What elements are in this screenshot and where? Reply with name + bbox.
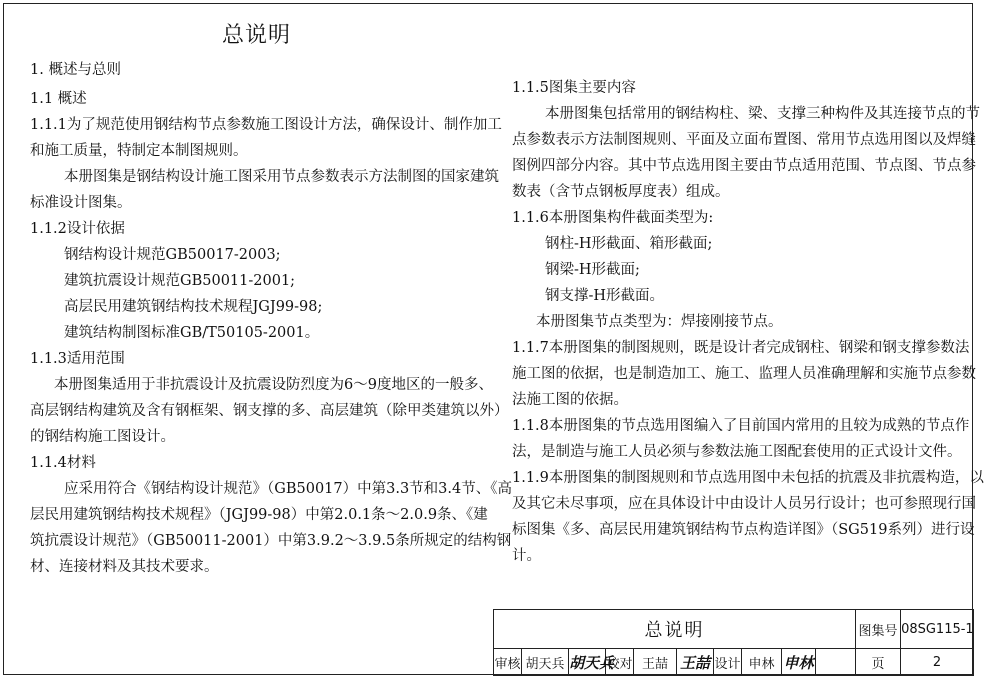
paragraph-line: 1.1.1为了规范使用钢结构节点参数施工图设计方法，确保设计、制作加工 <box>30 117 502 133</box>
right-column <box>512 75 984 569</box>
paragraph-line: 材、连接材料及其技术要求。 <box>30 559 219 575</box>
reviewer-signature: 胡天兵 <box>569 649 606 676</box>
paragraph-line: 法，是制造与施工人员必须与参数法施工图配套使用的正式设计文件。 <box>512 444 962 460</box>
paragraph-line: 标准设计图集。 <box>30 195 132 211</box>
spacer-cell <box>816 649 856 676</box>
paragraph-line: 点参数表示方法制图规则、平面及立面布置图、常用节点选用图以及焊缝 <box>512 132 976 148</box>
page-title: 总说明 <box>222 23 292 48</box>
paragraph-line: 和施工质量，特制定本制图规则。 <box>30 143 248 159</box>
paragraph-line: 及其它未尽事项，应在具体设计中由设计人员另行设计；也可参照现行国 <box>512 496 976 512</box>
subsection-heading: 1.1.6本册图集构件截面类型为: <box>512 210 714 226</box>
check-label: 校对 <box>606 649 634 676</box>
paragraph-line: 的钢结构施工图设计。 <box>30 429 175 445</box>
reference-item: 建筑抗震设计规范GB50011-2001; <box>64 273 296 289</box>
designer-name: 申林 <box>742 649 782 676</box>
paragraph-line: 施工图的依据，也是制造加工、施工、监理人员准确理解和实施节点参数 <box>512 366 976 382</box>
paragraph-line: 本册图集节点类型为：焊接刚接节点。 <box>536 314 783 330</box>
section-type-item: 钢柱-H形截面、箱形截面; <box>545 236 713 252</box>
paragraph-line: 高层钢结构建筑及含有钢框架、钢支撑的多、高层建筑（除甲类建筑以外） <box>30 403 509 419</box>
paragraph-line: 本册图集是钢结构设计施工图采用节点参数表示方法制图的国家建筑 <box>64 169 499 185</box>
reviewer-name: 胡天兵 <box>522 649 569 676</box>
reference-item: 高层民用建筑钢结构技术规程JGJ99-98; <box>64 299 323 315</box>
section-type-item: 钢支撑-H形截面。 <box>545 288 665 304</box>
subsection-heading: 1.1.5图集主要内容 <box>512 80 636 96</box>
paragraph-line: 1.1.9本册图集的制图规则和节点选用图中未包括的抗震及非抗震构造，以 <box>512 470 984 486</box>
subsection-heading: 1.1.3适用范围 <box>30 351 125 367</box>
paragraph-line: 数表（含节点钢板厚度表）组成。 <box>512 184 730 200</box>
paragraph-line: 1.1.8本册图集的节点选用图编入了目前国内常用的且较为成熟的节点作 <box>512 418 970 434</box>
designer-signature: 申林 <box>782 649 816 676</box>
paragraph-line: 筑抗震设计规范》（GB50011-2001）中第3.9.2～3.9.5条所规定的结构钢 <box>30 533 512 549</box>
left-column <box>30 57 512 580</box>
page-number: 2 <box>901 649 974 676</box>
paragraph-line: 标图集《多、高层民用建筑钢结构节点构造详图》（SG519系列）进行设 <box>512 522 975 538</box>
review-label: 审核 <box>494 649 522 676</box>
reference-item: 钢结构设计规范GB50017-2003; <box>64 247 281 263</box>
section-heading: 1. 概述与总则 <box>30 62 121 78</box>
paragraph-line: 层民用建筑钢结构技术规程》（JGJ99-98）中第2.0.1条～2.0.9条、《建 <box>30 507 488 523</box>
atlas-number-label: 图集号 <box>856 610 901 649</box>
atlas-number: 08SG115-1 <box>901 610 974 649</box>
page-label: 页 <box>856 649 901 676</box>
sheet-title: 总说明 <box>494 610 856 649</box>
section-type-item: 钢梁-H形截面; <box>545 262 640 278</box>
subsection-heading: 1.1 概述 <box>30 91 87 107</box>
subsection-heading: 1.1.4材料 <box>30 455 96 471</box>
paragraph-line: 法施工图的依据。 <box>512 392 628 408</box>
subsection-heading: 1.1.2设计依据 <box>30 221 125 237</box>
paragraph-line: 图例四部分内容。其中节点选用图主要由节点适用范围、节点图、节点参 <box>512 158 976 174</box>
design-label: 设计 <box>714 649 742 676</box>
checker-signature: 王喆 <box>677 649 714 676</box>
paragraph-line: 计。 <box>512 548 541 564</box>
title-block <box>493 609 973 675</box>
paragraph-line: 本册图集适用于非抗震设计及抗震设防烈度为6～9度地区的一般多、 <box>54 377 493 393</box>
paragraph-line: 本册图集包括常用的钢结构柱、梁、支撑三种构件及其连接节点的节 <box>545 106 980 122</box>
reference-item: 建筑结构制图标准GB/T50105-2001。 <box>64 325 320 341</box>
paragraph-line: 1.1.7本册图集的制图规则，既是设计者完成钢柱、钢梁和钢支撑参数法 <box>512 340 970 356</box>
paragraph-line: 应采用符合《钢结构设计规范》（GB50017）中第3.3节和3.4节、《高 <box>64 481 512 497</box>
checker-name: 王喆 <box>634 649 677 676</box>
